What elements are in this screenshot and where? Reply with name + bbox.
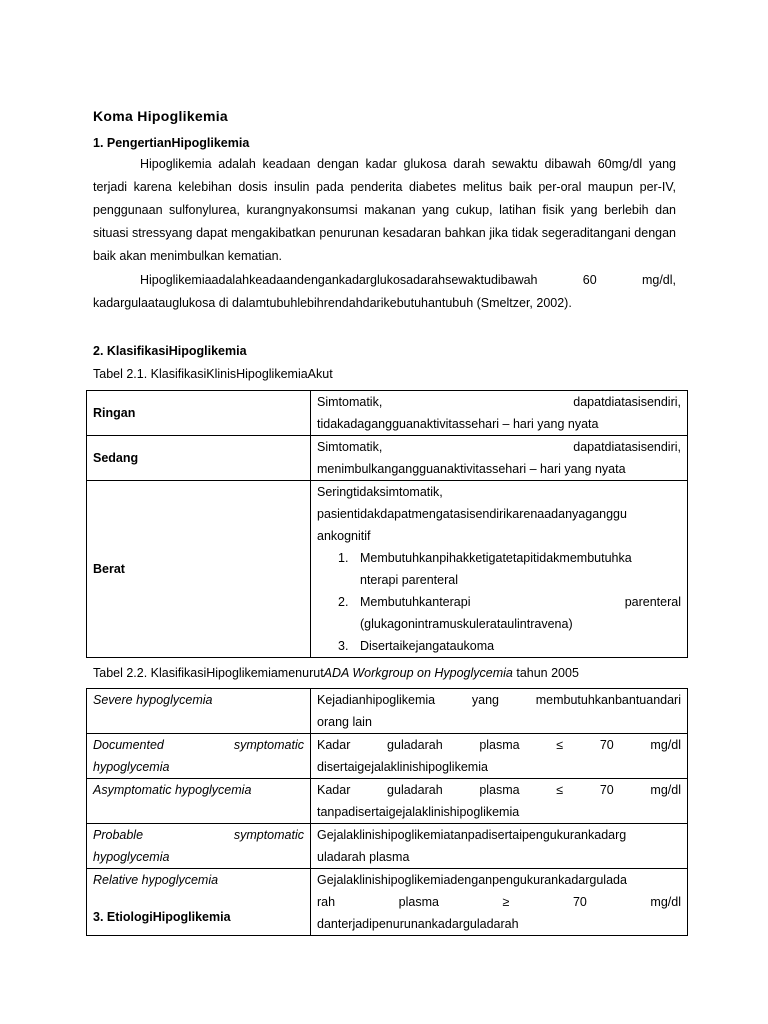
ada-classification-table xyxy=(86,688,688,936)
table-1-caption: Tabel 2.1. KlasifikasiKlinisHipoglikemiaAkut xyxy=(93,367,333,381)
table-row xyxy=(87,869,688,936)
section-1-heading: 1. PengertianHipoglikemia xyxy=(93,136,250,150)
row-label: Asymptomatic hypoglycemia xyxy=(87,779,311,824)
document-title: Koma Hipoglikemia xyxy=(93,108,229,124)
paragraph-2-line-1: Hipoglikemiaadalahkeadaandengankadarglukosadarahsewaktudibawah 60 mg/dl, xyxy=(140,273,676,287)
table-row xyxy=(87,779,688,824)
list-item: 1. Membutuhkanpihakketigatetapitidakmembutuhka nterapi parenteral xyxy=(338,551,632,587)
paragraph-1-text: Hipoglikemia adalah keadaan dengan kadar glukosa darah sewaktu dibawah 60mg/dl yang terjadi karena kelebihan dosis insulin pada penderita diabetes melitus baik per-oral maupun per-IV, penggunaan sulfonylurea, kurangnyakonsumsi makanan yang cukup, latihan fisik yang berlebih dan situasi stressyang dapat mengakibatkan penurunan kesadaran bahkan jika tidak segeraditangani dengan baik akan menimbulkan kematian. xyxy=(93,157,676,263)
table-row xyxy=(87,824,688,869)
row-value: Kejadianhipoglikemia yang membutuhkanbantuandari orang lain xyxy=(311,689,688,734)
row-value: Kadar guladarah plasma ≤ 70 mg/dl disertaigejalaklinishipoglikemia xyxy=(311,734,688,779)
list-item: 3. Disertaikejangataukoma xyxy=(338,639,495,653)
section-1-paragraph-2 xyxy=(93,269,676,315)
row-value: Gejalaklinishipoglikemiadenganpengukurankadargulada rah plasma ≥ 70 mg/dl danterjadipenurunankadarguladarah xyxy=(311,869,688,936)
severity-criteria-list xyxy=(317,547,681,657)
row-label: Berat xyxy=(87,481,311,658)
section-3-heading: 3. EtiologiHipoglikemia xyxy=(93,910,231,924)
table-row xyxy=(87,734,688,779)
row-value: Simtomatik, dapatdiatasisendiri, menimbulkangangguanaktivitassehari – hari yang nyata xyxy=(311,436,688,481)
table-row xyxy=(87,391,688,436)
row-value: Simtomatik, dapatdiatasisendiri, tidakadagangguanaktivitassehari – hari yang nyata xyxy=(311,391,688,436)
clinical-classification-table xyxy=(86,390,688,658)
row-label: Sedang xyxy=(87,436,311,481)
row-value: Seringtidaksimtomatik, pasientidakdapatmengatasisendirikarenaadanyaganggu ankognitif 1. Membutuhkanpihakketigatetapitidakmembutuhka nterapi parenteral 2. Membutuhkanterapi parenteral (glukagonintramuskulerataulintravena) 3. Disertaikejangataukoma xyxy=(311,481,688,658)
list-item: 2. Membutuhkanterapi parenteral (glukagonintramuskulerataulintravena) xyxy=(338,595,681,631)
row-label: Documented symptomatic hypoglycemia xyxy=(87,734,311,779)
row-value: Kadar guladarah plasma ≤ 70 mg/dl tanpadisertaigejalaklinishipoglikemia xyxy=(311,779,688,824)
row-label: Probable symptomatic hypoglycemia xyxy=(87,824,311,869)
row-label: Relative hypoglycemia xyxy=(87,869,311,936)
paragraph-2-line-2: kadargulaatauglukosa di dalamtubuhlebihrendahdarikebutuhantubuh (Smeltzer, 2002). xyxy=(93,296,572,310)
table-row xyxy=(87,436,688,481)
table-row xyxy=(87,689,688,734)
section-2-heading: 2. KlasifikasiHipoglikemia xyxy=(93,344,247,358)
table-row xyxy=(87,481,688,658)
table-2-caption: Tabel 2.2. KlasifikasiHipoglikemiamenurutADA Workgroup on Hypoglycemia tahun 2005 xyxy=(93,666,579,680)
row-value: Gejalaklinishipoglikemiatanpadisertaipengukurankadarg uladarah plasma xyxy=(311,824,688,869)
row-label: Severe hypoglycemia xyxy=(87,689,311,734)
section-1-paragraph-1 xyxy=(93,153,676,268)
row-label: Ringan xyxy=(87,391,311,436)
